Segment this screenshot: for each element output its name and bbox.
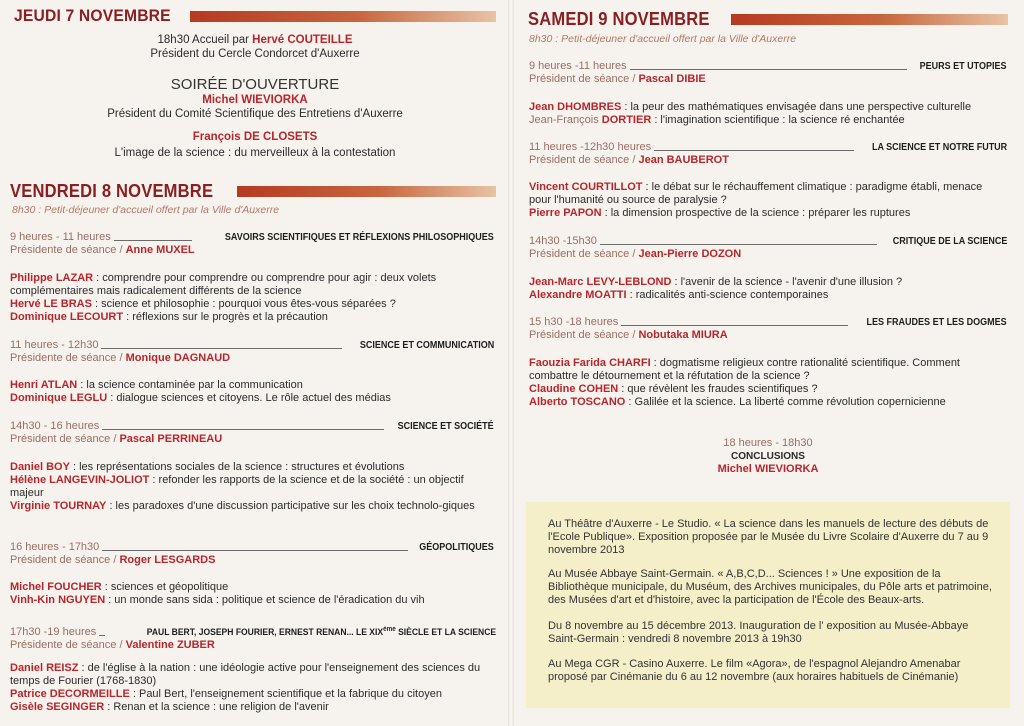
talk-speaker: Hélène LANGEVIN-JOLIOT (10, 474, 150, 486)
talk-speaker: Vinh-Kin NGUYEN (10, 594, 106, 606)
info-cinema: Au Mega CGR - Casino Auxerre. Le film «Agora», de l'espagnol Alejandro Amenabar proposé par Cinémanie du 6 au 12 novembre (aux horaires habituels de Cinémanie) (548, 658, 961, 683)
talk-speaker: Jean DHOMBRES (529, 101, 622, 113)
session-theme: LES FRAUDES ET LES DOGMES (866, 317, 1007, 328)
talk-text: : radicalités anti-science contemporaines (626, 289, 829, 301)
talk-speaker: Virginie TOURNAY (10, 500, 107, 512)
chair-label: Président de séance / (529, 154, 636, 166)
header-bar (190, 11, 496, 22)
vendredi-header (10, 181, 496, 202)
speaker1-name: Michel WIEVIORKA (202, 94, 308, 106)
session-theme: SAVOIRS SCIENTIFIQUES ET RÉFLEXIONS PHILOSOPHIQUES (225, 232, 494, 243)
talk-text: : comprendre pour comprendre ou comprendre pour agir : deux volets complémentaires mais radicalement différents de la science (10, 272, 437, 297)
talk-text: : la science contaminée par la communication (77, 379, 303, 391)
talk-speaker: Faouzia Farida CHARFI (529, 357, 651, 369)
divider-line (102, 550, 408, 551)
chair-name: Valentine ZUBER (125, 639, 215, 652)
divider-line (101, 348, 341, 349)
chair-name: Jean BAUBEROT (638, 154, 729, 166)
talk-item (10, 662, 494, 688)
talk-speaker: Henri ATLAN (10, 379, 78, 391)
talk-speaker: DORTIER (601, 114, 652, 126)
chair-name: Pascal PERRINEAU (119, 433, 223, 445)
talk-text: : les représentations sociales de la science : structures et évolutions (69, 461, 405, 473)
talk-item (10, 474, 494, 500)
session-theme: SCIENCE ET SOCIÉTÉ (397, 421, 494, 432)
talk-item (10, 461, 494, 474)
talk-speaker: Dominique LEGLU (10, 392, 108, 404)
info-box (526, 502, 1010, 708)
welcome-name: Hervé COUTEILLE (252, 34, 353, 46)
speaker2-talk: L'image de la science : du merveilleux à la contestation (114, 147, 396, 159)
chair-name: Pascal DIBIE (638, 73, 706, 85)
session-header (10, 623, 497, 652)
samedi-breakfast: 8h30 : Petit-déjeuner d'accueil offert par la Ville d'Auxerre (529, 33, 797, 45)
session-time: 11 heures -12h30 heures (529, 141, 652, 153)
chair-label: Président de séance / (529, 248, 636, 260)
talk-item (10, 379, 494, 392)
talk-item (10, 581, 494, 594)
info-musee-dates: Du 8 novembre au 15 décembre 2013. Inauguration de l' exposition au Musée-Abbaye Saint-Germain : vendredi 8 novembre 2013 à 19h30 (548, 620, 969, 645)
session-header (529, 235, 1007, 261)
talk-list (10, 461, 494, 513)
divider-line (600, 244, 877, 245)
talk-list (529, 101, 1007, 127)
session-header (10, 541, 494, 567)
divider-line (630, 69, 908, 70)
jeudi-title: JEUDI 7 NOVEMBRE (14, 6, 171, 25)
talk-list (529, 357, 1004, 409)
session-time: 16 heures - 17h30 (10, 541, 100, 553)
divider-line (99, 635, 105, 636)
talk-speaker: Daniel REISZ (10, 662, 79, 674)
session-theme: LA SCIENCE ET NOTRE FUTUR (871, 142, 1007, 153)
talk-text: : Galilée et la science. La liberté comme révolution copernicienne (625, 396, 946, 408)
speaker1-role: Président du Comité Scientifique des Entretiens d'Auxerre (107, 108, 403, 120)
session-header (529, 60, 1007, 86)
theme-part: SIÈCLE ET LA SCIENCE (395, 627, 497, 639)
chair-name: Anne MUXEL (125, 244, 195, 256)
divider-line (102, 429, 384, 430)
divider-line (621, 325, 848, 326)
session-time: 9 heures - 11 heures (10, 231, 111, 243)
talk-item (10, 311, 494, 324)
talk-item (10, 500, 494, 513)
talk-list (10, 379, 494, 405)
chair-name: Jean-Pierre DOZON (638, 248, 742, 260)
info-musee: Au Musée Abbaye Saint-Germain. « A,B,C,D... Sciences ! » Une exposition de la Bibliothèque municipale, du Muséum, des Archives municipales, du Pôle arts et patrimoine, des Musées d'art et d'histoire, avec la participation de l'École des Beaux-arts. (548, 568, 992, 606)
talk-speaker: Jean-Marc LEVY-LEBLOND (529, 276, 672, 288)
talk-item (10, 594, 494, 607)
talk-speaker: Hervé LE BRAS (10, 298, 92, 310)
talk-text: : refonder les rapports de la science et de la société : un objectif majeur (10, 474, 464, 499)
talk-speaker-first: Jean-François (529, 114, 602, 126)
talk-list (10, 662, 494, 714)
samedi-header (528, 9, 1008, 30)
session-header (529, 316, 1007, 342)
theme-superscript: ème (383, 626, 396, 633)
divider-line (114, 240, 193, 241)
talk-text: : réflexions sur le progrès et la précaution (123, 311, 328, 323)
talk-item (10, 688, 494, 701)
talk-speaker: Alexandre MOATTI (529, 289, 627, 301)
talk-item (529, 207, 989, 220)
talk-text: : l'imagination scientifique : la science ré enchantée (651, 114, 905, 126)
talk-speaker: Michel FOUCHER (10, 581, 102, 593)
session-theme: PEURS ET UTOPIES (920, 61, 1007, 72)
talk-list (10, 272, 494, 324)
talk-speaker: Philippe LAZAR (10, 272, 94, 284)
divider-line (654, 150, 854, 151)
jeudi-welcome (0, 33, 510, 61)
conclusion-label: CONCLUSIONS (731, 451, 805, 462)
chair-name: Roger LESGARDS (119, 554, 216, 566)
info-theatre: Au Théâtre d'Auxerre - Le Studio. « La science dans les manuels de lecture des débuts de l'Ecole Publique». Exposition proposée par le Musée du Livre Scolaire d'Auxerre du 7 au 9 novembre 2013 (548, 518, 989, 556)
session-header (529, 141, 1007, 167)
talk-text: : de l'église à la nation : une idéologie active pour l'enseignement des sciences du temps de Fourier (1768-1830) (10, 662, 481, 687)
session-theme: GÉOPOLITIQUES (419, 542, 494, 553)
speaker2-name: François DE CLOSETS (192, 131, 318, 143)
talk-speaker: Dominique LECOURT (10, 311, 124, 323)
talk-text: : dogmatisme religieux contre rationalité scientifique. Comment combattre le détournement et la réfutation de la science ? (529, 357, 960, 382)
talk-text: : les paradoxes d'une discussion participative sur les choix technolo-giques (106, 500, 475, 512)
chair-label: Président de séance / (529, 73, 636, 85)
talk-text: : un monde sans sida : politique et science de l'éradication du vih (105, 594, 425, 606)
talk-list (10, 581, 494, 607)
talk-text: : Paul Bert, l'enseignement scientifique et la fabrique du citoyen (129, 688, 442, 700)
samedi-title: SAMEDI 9 NOVEMBRE (528, 9, 710, 29)
talk-text: : Renan et la science : une religion de l'avenir (104, 701, 329, 713)
vendredi-title: VENDREDI 8 NOVEMBRE (10, 181, 214, 201)
talk-speaker: Gisèle SEGINGER (10, 701, 105, 713)
session-time: 14h30 -15h30 (529, 235, 597, 247)
session-theme: CRITIQUE DE LA SCIENCE (892, 236, 1007, 247)
talk-speaker: Patrice DECORMEILLE (10, 688, 130, 700)
session-time: 14h30 - 16 heures (10, 420, 100, 432)
header-bar (237, 186, 496, 197)
talk-item (10, 701, 494, 714)
talk-speaker: Claudine COHEN (529, 383, 619, 395)
talk-text: : sciences et géopolitique (101, 581, 229, 593)
talk-text: : que révèlent les fraudes scientifiques ? (618, 383, 818, 395)
session-header (10, 420, 494, 446)
talk-text: : la peur des mathématiques envisagée dans une perspective culturelle (621, 101, 972, 113)
talk-item (10, 298, 494, 311)
jeudi-header (14, 6, 496, 26)
talk-text: : la dimension prospective de la science : préparer les ruptures (601, 207, 911, 219)
talk-speaker: Daniel BOY (10, 461, 70, 473)
session-header (10, 339, 494, 365)
talk-speaker: Vincent COURTILLOT (529, 181, 643, 193)
welcome-role: Président du Cercle Condorcet d'Auxerre (150, 48, 360, 60)
conclusions (512, 437, 1024, 476)
soiree-title: SOIRÉE D'OUVERTURE (170, 76, 340, 93)
talk-list (529, 276, 1007, 302)
talk-speaker: Pierre PAPON (529, 207, 602, 219)
session-time: 15 h30 -18 heures (529, 316, 619, 328)
talk-item (529, 383, 1004, 396)
talk-item (529, 357, 1004, 383)
second-speaker (0, 130, 510, 160)
session-time: 17h30 -19 heures (10, 626, 97, 639)
chair-label: Présidente de séance / (10, 639, 123, 652)
talk-item (529, 114, 1007, 127)
conclusion-time: 18 heures - 18h30 (723, 437, 813, 449)
chair-label: Président de séance / (10, 433, 117, 445)
chair-label: Président de séance / (529, 329, 636, 341)
talk-text: : le débat sur le réchauffement climatique : paradigme établi, menace pour l'humanité ou source de paralysie ? (529, 181, 983, 206)
talk-item (529, 276, 1007, 289)
talk-item (529, 101, 1007, 114)
opening-speaker (0, 93, 510, 121)
chair-label: Présidente de séance / (10, 244, 123, 256)
talk-speaker: Alberto TOSCANO (529, 396, 626, 408)
theme-part: PAUL BERT, JOSEPH FOURIER, ERNEST RENAN... LE XIX (147, 627, 384, 639)
chair-name: Nobutaka MIURA (638, 329, 728, 341)
talk-item (529, 396, 1004, 409)
header-bar (731, 14, 1008, 25)
talk-item (10, 392, 494, 405)
chair-label: Président de séance / (10, 554, 117, 566)
welcome-time: 18h30 Accueil par (157, 34, 249, 46)
talk-item (10, 272, 494, 298)
session-time: 9 heures -11 heures (529, 60, 627, 72)
talk-text: : l'avenir de la science - l'avenir d'une illusion ? (671, 276, 903, 288)
conclusion-name: Michel WIEVIORKA (717, 463, 819, 475)
talk-list (529, 181, 989, 220)
vendredi-breakfast: 8h30 : Petit-déjeuner d'accueil offert par la Ville d'Auxerre (12, 204, 280, 216)
chair-label: Présidente de séance / (10, 352, 123, 364)
talk-text: : science et philosophie : pourquoi vous êtes-vous séparées ? (91, 298, 396, 310)
left-page (0, 0, 510, 726)
talk-item (529, 181, 989, 207)
chair-name: Monique DAGNAUD (125, 352, 231, 364)
talk-text: : dialogue sciences et citoyens. Le rôle actuel des médias (107, 392, 391, 404)
session-theme (147, 623, 496, 639)
talk-item (529, 289, 1007, 302)
session-header (10, 231, 494, 257)
session-time: 11 heures - 12h30 (10, 339, 99, 351)
session-theme: SCIENCE ET COMMUNICATION (359, 340, 494, 351)
